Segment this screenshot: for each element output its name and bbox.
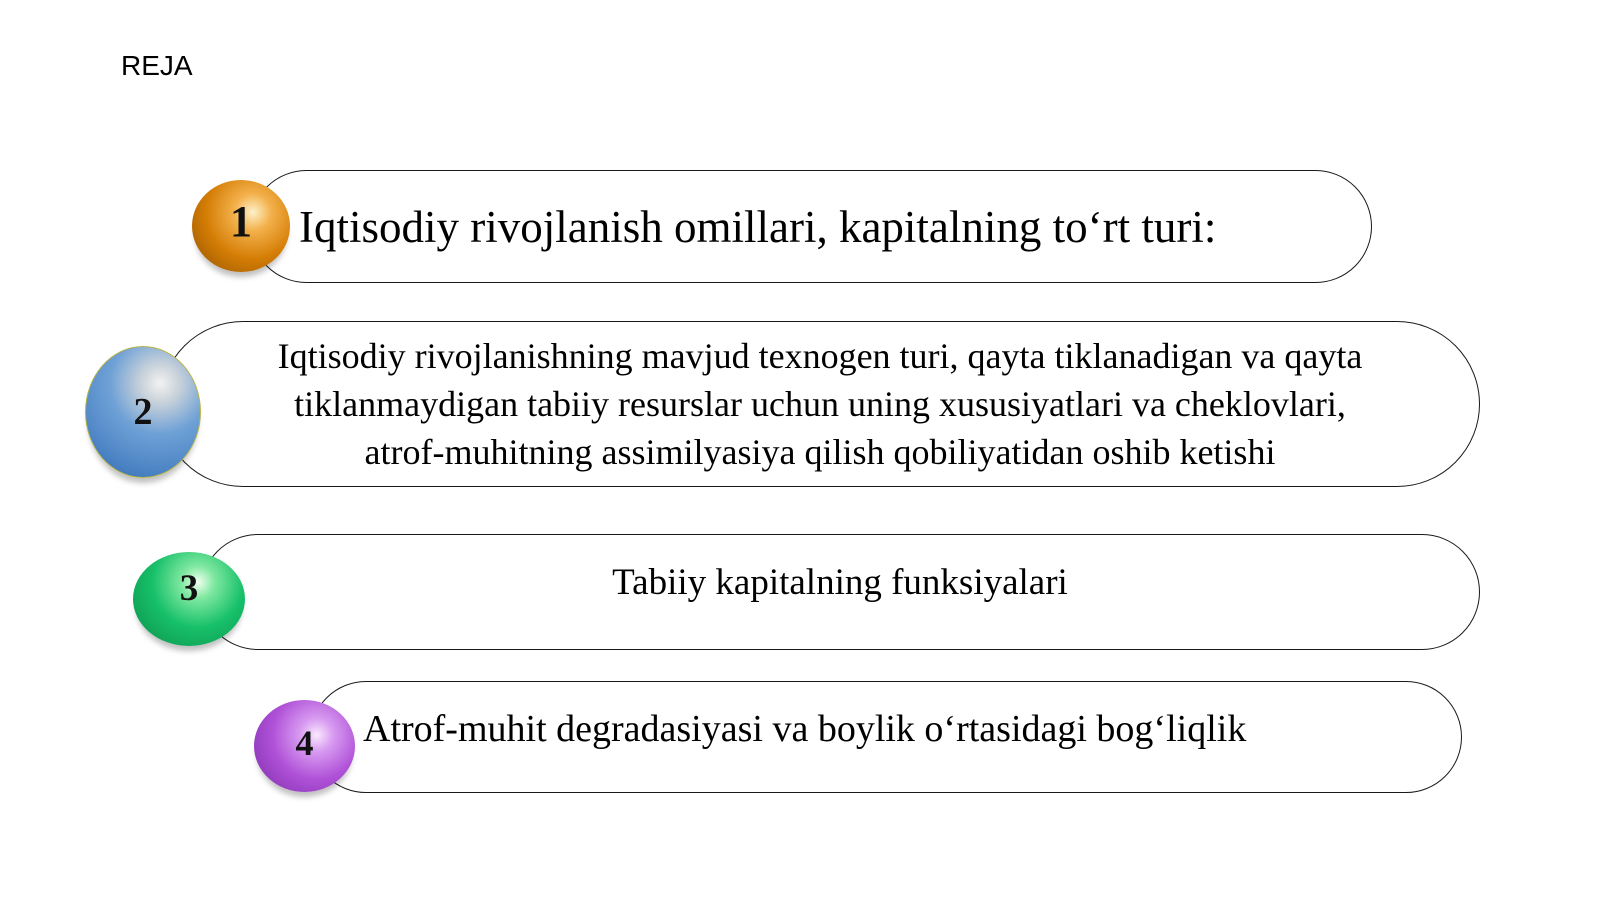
number-ball-2-label: 2 (133, 391, 153, 433)
plan-item-2-text (278, 332, 1363, 476)
plan-item-3 (200, 534, 1480, 650)
plan-item-2-line-1: Iqtisodiy rivojlanishning mavjud texnogen turi, qayta tiklanadigan va qayta (277, 336, 1363, 376)
plan-item-4-text: Atrof-muhit degradasiyasi va boylik o‘rtasidagi bog‘liqlik (363, 708, 1247, 750)
number-ball-1 (192, 180, 290, 272)
plan-item-2-line-2: tiklanmaydigan tabiiy resurslar uchun uning xususiyatlari va cheklovlari, (294, 384, 1346, 424)
number-ball-2 (85, 346, 201, 478)
number-ball-1-label: 1 (230, 196, 252, 246)
plan-item-4 (310, 681, 1462, 793)
plan-item-1-text: Iqtisodiy rivojlanish omillari, kapitalning to‘rt turi: (299, 201, 1217, 252)
slide-title: REJA (121, 50, 193, 81)
plan-item-2 (160, 321, 1480, 487)
plan-item-2-line-3: atrof-muhitning assimilyasiya qilish qobiliyatidan oshib ketishi (364, 432, 1276, 472)
number-ball-4-label: 4 (295, 723, 314, 763)
number-ball-3-label: 3 (179, 567, 199, 609)
number-ball-4 (254, 700, 355, 792)
number-ball-3 (133, 552, 245, 646)
plan-item-3-text: Tabiiy kapitalning funksiyalari (612, 561, 1068, 603)
plan-item-1 (250, 170, 1372, 283)
